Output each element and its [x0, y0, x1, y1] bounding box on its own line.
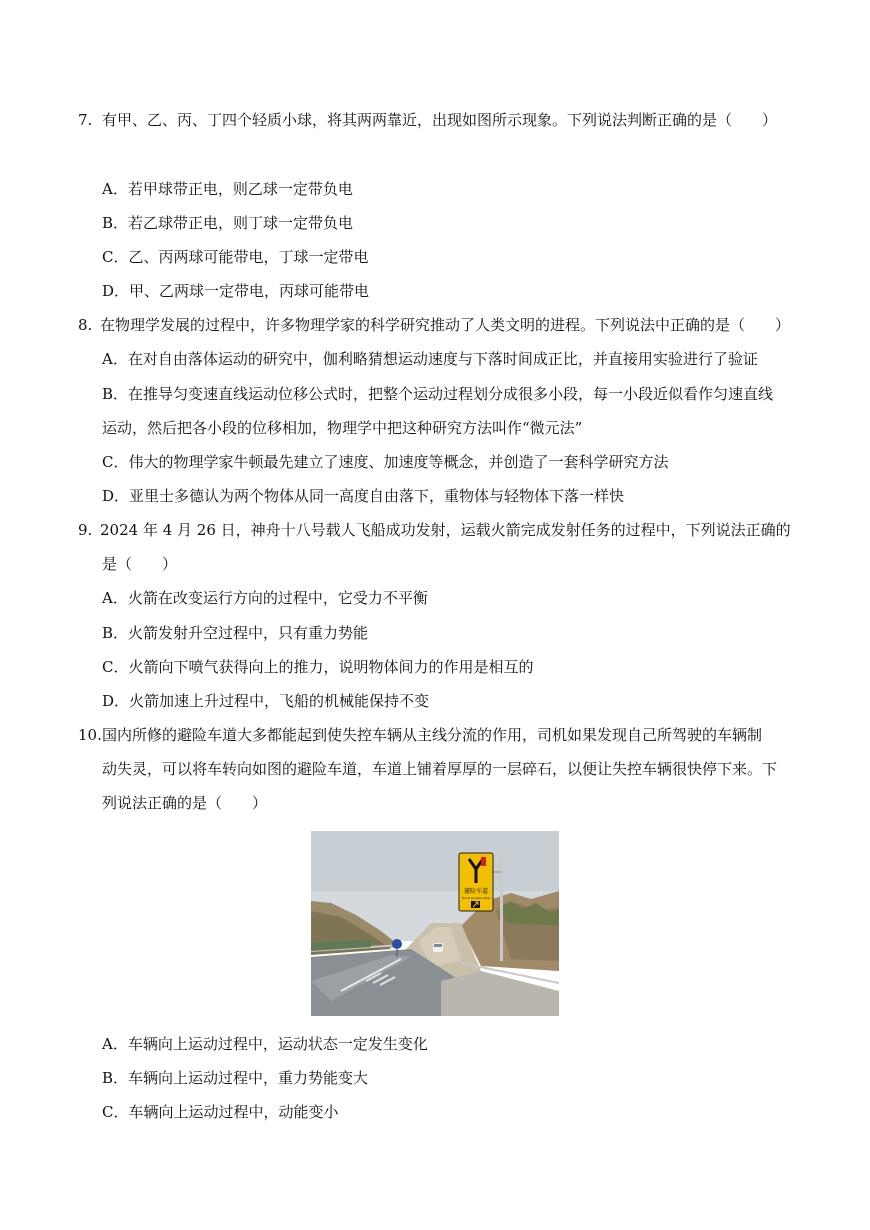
option-label: D． [102, 282, 130, 300]
question-9-stem-continued: 是（ ） [102, 555, 178, 573]
option-label: B． [102, 214, 129, 232]
option-text: 车辆向上运动过程中，运动状态一定发生变化 [127, 1035, 428, 1053]
option-label: C． [102, 248, 129, 266]
sign-main-text: 避险车道 [463, 888, 489, 895]
option-label: B． [102, 385, 129, 403]
q8-option-c [102, 451, 669, 473]
question-9-number: 9. [78, 521, 93, 539]
option-label: C． [102, 658, 129, 676]
q9-option-a [102, 587, 428, 609]
option-text: 车辆向上运动过程中，重力势能变大 [128, 1069, 369, 1087]
option-label: A． [102, 180, 128, 198]
option-text: 若乙球带正电，则丁球一定带负电 [128, 214, 354, 232]
q9-option-c [102, 656, 534, 678]
question-9-stem: 2024 年 4 月 26 日，神舟十八号载人飞船成功发射，运载火箭完成发射任务的过程中，下列说法正确的 [100, 521, 791, 539]
option-label: D． [102, 487, 130, 505]
option-text: 火箭在改变运行方向的过程中，它受力不平衡 [127, 589, 428, 607]
sign-sub-text: Truck escape ramp [461, 896, 491, 900]
q9-option-d [102, 690, 429, 712]
question-10-number: 10. [78, 726, 102, 744]
question-7-number: 7. [78, 111, 93, 129]
q7-option-c [102, 246, 369, 268]
option-text: 甲、乙两球一定带电，丙球可能带电 [129, 282, 370, 300]
option-label: C． [102, 453, 129, 471]
question-8-stem: 在物理学发展的过程中，许多物理学家的科学研究推动了人类文明的进程。下列说法中正确的是（ ） [100, 316, 791, 334]
question-7-stem: 有甲、乙、丙、丁四个轻质小球，将其两两靠近，出现如图所示现象。下列说法判断正确的是（ ） [102, 111, 778, 129]
question-10-stem: 国内所修的避险车道大多都能起到使失控车辆从主线分流的作用，司机如果发现自己所驾驶的车辆制 [102, 726, 763, 744]
option-label: A． [102, 589, 128, 607]
option-label: B． [102, 1069, 129, 1087]
option-text: 乙、丙两球可能带电，丁球一定带电 [128, 248, 369, 266]
q7-option-d [102, 280, 369, 302]
option-label: C． [102, 1103, 129, 1121]
option-text: 在对自由落体运动的研究中，伽利略猜想运动速度与下落时间成正比，并直接用实验进行了验证 [127, 350, 758, 368]
q10-option-c [102, 1101, 339, 1123]
escape-ramp-photo [311, 831, 559, 1016]
option-text: 火箭加速上升过程中，飞船的机械能保持不变 [129, 692, 430, 710]
question-8-number: 8. [78, 316, 93, 334]
q8-option-a [102, 348, 758, 370]
option-label: D． [102, 692, 130, 710]
q10-option-b [102, 1067, 368, 1089]
option-text: 伟大的物理学家牛顿最先建立了速度、加速度等概念，并创造了一套科学研究方法 [128, 453, 669, 471]
option-text: 若甲球带正电，则乙球一定带负电 [127, 180, 353, 198]
q9-option-b [102, 622, 368, 644]
question-10-stem-continued-2: 列说法正确的是（ ） [102, 794, 268, 812]
option-label: B． [102, 624, 129, 642]
option-text: 车辆向上运动过程中，动能变小 [128, 1103, 339, 1121]
option-label: A． [102, 1035, 128, 1053]
option-label: A． [102, 350, 128, 368]
q7-option-a [102, 178, 353, 200]
q8-option-b [102, 383, 773, 405]
option-text: 火箭发射升空过程中，只有重力势能 [128, 624, 369, 642]
option-text: 亚里士多德认为两个物体从同一高度自由落下，重物体与轻物体下落一样快 [129, 487, 625, 505]
q7-option-b [102, 212, 353, 234]
q8-option-b-continued: 运动，然后把各小段的位移相加，物理学中把这种研究方法叫作“微元法” [102, 419, 583, 437]
option-text: 在推导匀变速直线运动位移公式时，把整个运动过程划分成很多小段，每一小段近似看作匀速直线 [128, 385, 774, 403]
escape-ramp-illustration [311, 831, 559, 1016]
question-10-stem-continued: 动失灵，可以将车转向如图的避险车道，车道上铺着厚厚的一层碎石，以便让失控车辆很快停下来。下 [102, 760, 778, 778]
q8-option-d [102, 485, 624, 507]
q10-option-a [102, 1033, 428, 1055]
option-text: 火箭向下喷气获得向上的推力，说明物体间力的作用是相互的 [128, 658, 534, 676]
